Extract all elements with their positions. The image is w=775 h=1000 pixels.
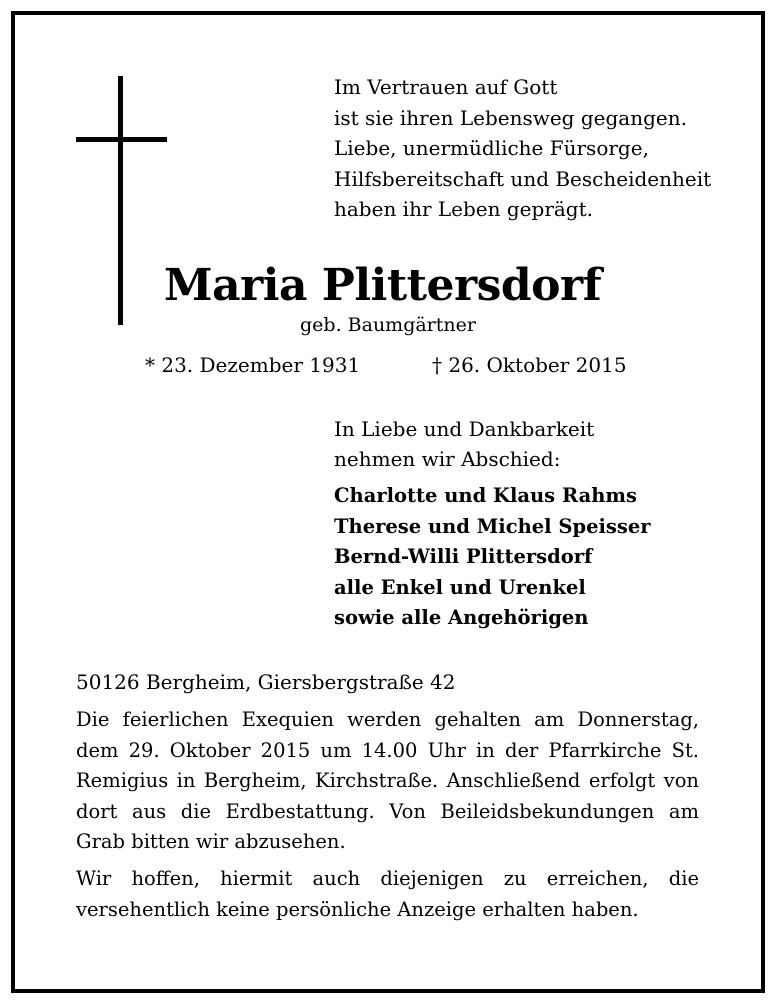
- family-address: 50126 Bergheim, Giersbergstraße 42: [76, 670, 456, 694]
- verse-line: haben ihr Leben geprägt.: [334, 197, 593, 221]
- maiden-name: geb. Baumgärtner: [300, 314, 476, 336]
- deceased-name: Maria Plittersdorf: [163, 260, 602, 311]
- cross-horizontal-bar: [76, 137, 167, 142]
- birth-date: * 23. Dezember 1931: [145, 353, 361, 377]
- farewell-line: In Liebe und Dankbarkeit: [334, 417, 595, 441]
- funeral-details-paragraph: Die feierlichen Exequien werden gehalten am Donnerstag, dem 29. Oktober 2015 um 14.00 Uhr in der Pfarrkirche St. Remigius in Bergheim, Kirchstraße. Anschließend erfolgt von dort aus die Erdbestattung. Von Beileidsbekundungen am Grab bitten wir abzusehen.: [76, 708, 699, 853]
- verse-line: Hilfsbereitschaft und Bescheidenheit: [334, 166, 712, 191]
- mourners-list: [334, 481, 651, 634]
- mourner-line: Charlotte und Klaus Rahms: [334, 484, 638, 507]
- verse-line: Liebe, unermüdliche Fürsorge,: [334, 136, 649, 160]
- verse-line: ist sie ihren Lebensweg gegangen.: [334, 105, 687, 130]
- mourner-line: Therese und Michel Speisser: [334, 514, 651, 538]
- memorial-verse: [334, 72, 734, 225]
- closing-note-paragraph: Wir hoffen, hiermit auch diejenigen zu erreichen, die versehentlich keine persönliche Anzeige erhalten haben.: [76, 867, 699, 921]
- death-date: † 26. Oktober 2015: [432, 353, 627, 377]
- verse-line: Im Vertrauen auf Gott: [334, 75, 558, 99]
- mourner-line: Bernd-Willi Plittersdorf: [334, 545, 593, 568]
- mourner-line: alle Enkel und Urenkel: [334, 575, 586, 599]
- mourner-line: sowie alle Angehörigen: [334, 606, 589, 629]
- farewell-text: [334, 414, 594, 474]
- farewell-line: nehmen wir Abschied:: [334, 447, 561, 471]
